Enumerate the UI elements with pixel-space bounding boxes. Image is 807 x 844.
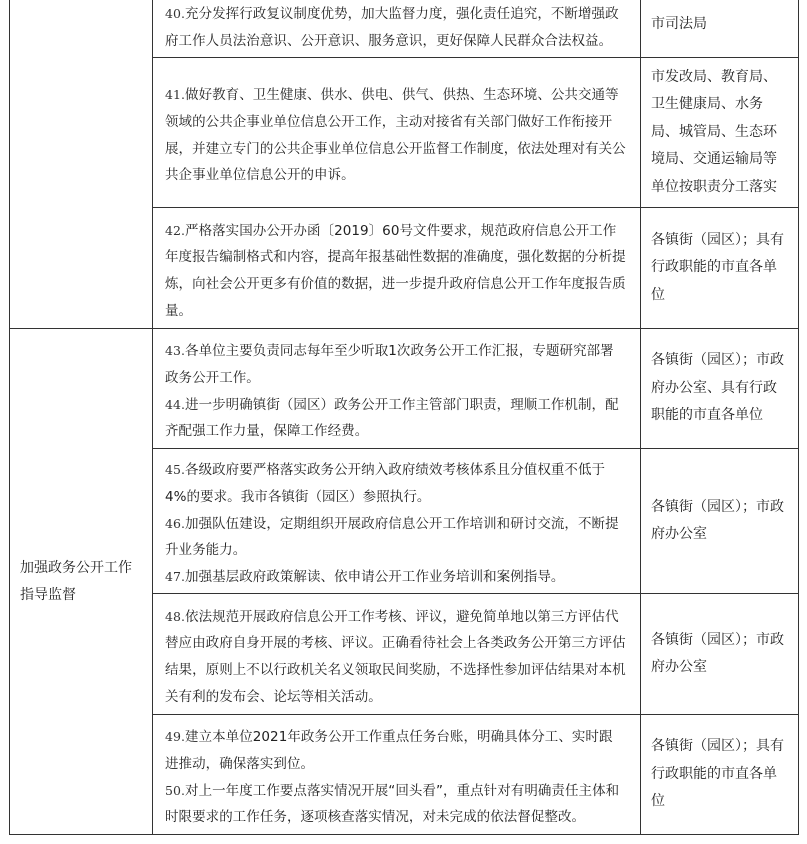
task-item: 40.充分发挥行政复议制度优势，加大监督力度，强化责任追究，不断增强政府工作人员法治意识、公开意识、服务意识，更好保障人民群众合法权益。 bbox=[165, 6, 619, 49]
task-item: 45.各级政府要严格落实政务公开纳入政府绩效考核体系且分值权重不低于4%的要求。我市各镇街（园区）参照执行。 bbox=[165, 462, 606, 505]
task-item: 48.依法规范开展政府信息公开工作考核、评议，避免简单地以第三方评估代替应由政府自身开展的考核、评议。正确看待社会上各类政务公开第三方评估结果，原则上不以行政机关名义领取民间奖励，不选择性参加评估结果对本机关有利的发布会、论坛等相关活动。 bbox=[165, 608, 626, 705]
department-cell: 市发改局、教育局、卫生健康局、水务局、城管局、生态环境局、交通运输局等单位按职责分工落实 bbox=[641, 58, 799, 208]
task-cell bbox=[153, 715, 641, 835]
department-cell: 各镇街（园区）；具有行政职能的市直各单位 bbox=[641, 208, 799, 329]
work-plan-table bbox=[9, 0, 799, 835]
table-row bbox=[10, 0, 799, 58]
task-cell bbox=[153, 208, 641, 329]
department-cell: 各镇街（园区）；具有行政职能的市直各单位 bbox=[641, 715, 799, 835]
task-item: 47.加强基层政府政策解读、依申请公开工作业务培训和案例指导。 bbox=[165, 569, 565, 586]
task-item: 50.对上一年度工作要点落实情况开展“回头看”，重点针对有明确责任主体和时限要求的工作任务，逐项核查落实情况，对未完成的依法督促整改。 bbox=[165, 782, 620, 826]
task-item: 42.严格落实国办公开办函〔2019〕60号文件要求，规范政府信息公开工作年度报告编制格式和内容，提高年报基础性数据的准确度，强化数据的分析提炼，向社会公开更多有价值的数据，进一步提升政府信息公开工作年度报告质量。 bbox=[165, 222, 626, 319]
task-cell bbox=[153, 449, 641, 594]
department-cell: 各镇街（园区）；市政府办公室 bbox=[641, 449, 799, 594]
task-cell bbox=[153, 594, 641, 715]
task-cell bbox=[153, 0, 641, 58]
department-cell: 各镇街（园区）；市政府办公室 bbox=[641, 594, 799, 715]
task-item: 43.各单位主要负责同志每年至少听取1次政务公开工作汇报，专题研究部署政务公开工作。 bbox=[165, 343, 614, 386]
category-cell: 加强政务公开工作指导监督 bbox=[10, 329, 153, 835]
task-item: 41.做好教育、卫生健康、供水、供电、供气、供热、生态环境、公共交通等领域的公共企事业单位信息公开工作，主动对接省有关部门做好工作衔接开展，并建立专门的公共企事业单位信息公开监督工作制度，依法处理对有关公共企事业单位信息公开的申诉。 bbox=[165, 87, 626, 184]
task-cell bbox=[153, 329, 641, 449]
department-cell: 各镇街（园区）；市政府办公室、具有行政职能的市直各单位 bbox=[641, 329, 799, 449]
table-row bbox=[10, 329, 799, 449]
department-cell: 市司法局 bbox=[641, 0, 799, 58]
task-item: 49.建立本单位2021年政务公开工作重点任务台账，明确具体分工、实时跟进推动，确保落实到位。 bbox=[165, 729, 613, 772]
task-item: 46.加强队伍建设，定期组织开展政府信息公开工作培训和研讨交流，不断提升业务能力。 bbox=[165, 515, 619, 559]
task-item: 44.进一步明确镇街（园区）政务公开工作主管部门职责，理顺工作机制，配齐配强工作力量，保障工作经费。 bbox=[165, 396, 619, 440]
task-cell bbox=[153, 58, 641, 208]
category-cell-empty bbox=[10, 0, 153, 329]
